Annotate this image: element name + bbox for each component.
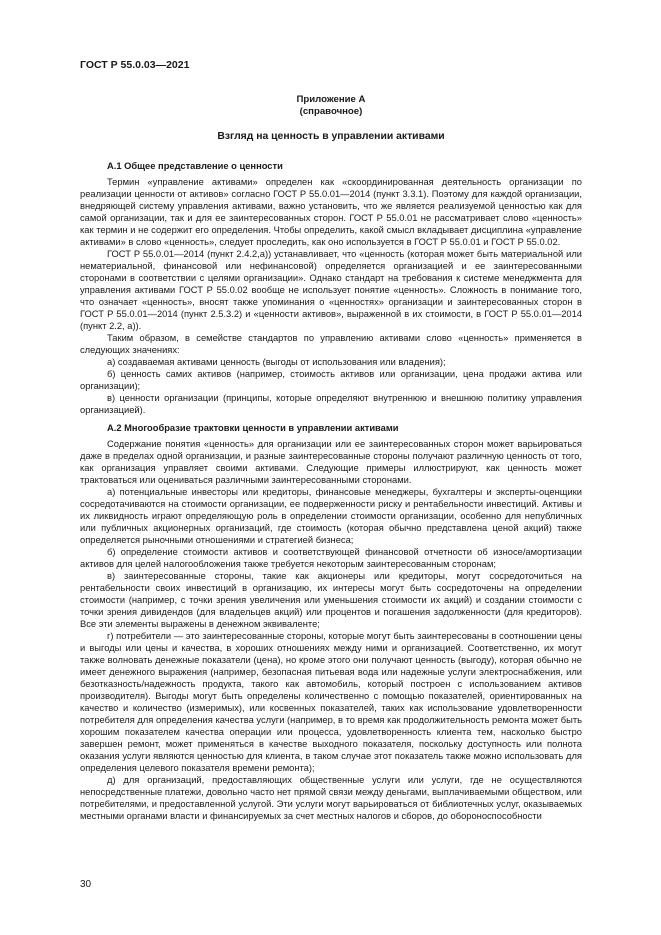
list-item: б) определение стоимости активов и соответствующей финансовой отчетности об износе/амортизации активов для целей налогообложения также требуется некоторым заинтересованным сторонам;: [80, 547, 582, 569]
section-heading-a2: А.2 Многообразие трактовки ценности в управлении активами: [107, 423, 399, 433]
list-item: в) ценности организации (принципы, которые определяют внутреннюю и внешнюю политику управления организацией).: [80, 393, 582, 415]
appendix-heading: Взгляд на ценность в управлении активами: [217, 131, 445, 142]
appendix-label: [80, 94, 582, 118]
list-item: г) потребители — это заинтересованные стороны, которые могут быть заинтересованы в соотношении цены и выгоды или цены и качества, в хороших отношениях между ними и организацией. Соответственно, их могут также волновать денежные показатели (цена), но кроме этого они получают ценность (выгоду), которая обычно не имеет денежного выражения (например, безопасная питьевая вода или надежные услуги электроснабжения, или безотказность/надежность продукта, такого как автомобиль, который построен с использованием активов производителя). Выгоды могут быть определены количественно с помощью показателей, ориентированных на качество и количество (измеримых), или косвенных показателей, таких как использование удовлетворенности потребителя для определения качества услуги (например, в то время как продолжительность ремонта может быть хорошим показателем качества операции или процесса, удовлетворенность клиента тем, насколько быстро завершен ремонт, может применяться в качестве выходного показателя, поскольку доступность или полнота оказания услуги являются ценностью для клиента, в таком случае этот показатель также можно использовать для определения целевого показателя времени ремонта);: [80, 631, 582, 773]
page-number: 30: [80, 879, 92, 890]
section-heading-a1: А.1 Общее представление о ценности: [107, 161, 283, 171]
list-item: в) заинтересованные стороны, такие как акционеры или кредиторы, могут сосредоточиться на рентабельности своих инвестиций в организацию, их интересы могут быть сосредоточены на определении стоимости (например, с точки зрения увеличения или уменьшения стоимости их акций) и создании стоимости с точки зрения дивидендов (для владельцев акций) или процентов и погашения задолженности (для кредиторов). Все эти элементы выражены в денежном эквиваленте;: [80, 571, 582, 629]
document-code-header: ГОСТ Р 55.0.03—2021: [80, 59, 190, 71]
list-item: а) создаваемая активами ценность (выгоды от использования или владения);: [107, 357, 446, 367]
appendix-kind: (справочное): [299, 106, 363, 117]
paragraph: Таким образом, в семействе стандартов по управлению активами слово «ценность» применяется в следующих значениях:: [80, 333, 582, 355]
list-item: б) ценность самих активов (например, стоимость активов или организации, цена продажи актива или организации);: [80, 369, 582, 391]
document-body: [80, 160, 582, 822]
appendix-title: Приложение А: [296, 94, 366, 105]
paragraph: Термин «управление активами» определен как «скоординированная деятельность организации по реализации ценности от активов» согласно ГОСТ Р 55.0.01—2014 (пункт 3.3.1). Поэтому для каждой организации, внедряющей систему управления активами, важно установить, что же является реализуемой ценностью как для самой организации, так и для ее заинтересованных сторон. ГОСТ Р 55.0.01 не рассматривает слово «ценность» как термин и не содержит его определения. Чтобы определить, какой смысл вкладывает дисциплина «управление активами» в слово «ценность», следует проследить, как оно используется в ГОСТ Р 55.0.01 и ГОСТ Р 55.0.02.: [80, 177, 582, 247]
paragraph: Содержание понятия «ценность» для организации или ее заинтересованных сторон может варьироваться даже в пределах одной организации, и разные заинтересованные стороны получают различную ценность от того, как организация управляет своими активами. Следующие примеры иллюстрируют, как ценность может трактоваться или оцениваться различными заинтересованными сторонами.: [80, 439, 582, 485]
list-item: а) потенциальные инвесторы или кредиторы, финансовые менеджеры, бухгалтеры и эксперты-оценщики сосредотачиваются на стоимости организации, ее подверженности риску и рентабельности инвестиций. Активы и их ликвидность играют определяющую роль в определении стоимости организации, особенно для непубличных или публичных акционерных организаций, где стоимость (которая обычно представлена ценой акций) также определяется рыночными отношениями и стратегией бизнеса;: [80, 487, 582, 545]
paragraph: ГОСТ Р 55.0.01—2014 (пункт 2.4.2,а)) устанавливает, что «ценность (которая может быть материальной или нематериальной, финансовой или нефинансовой) определяется организацией и ее заинтересованными сторонами в соответствии с целями организации». Однако стандарт на требования к системе менеджмента для управления активами ГОСТ Р 55.0.02 вообще не использует понятие «ценность». Сложность в понимание того, что означает «ценность», вносят также упоминания о «ценностях» организации и заинтересованных сторон в ГОСТ Р 55.0.01—2014 (пункт 2.5.3.2) и «ценности активов», выраженной в их стоимости, в ГОСТ Р 55.0.01—2014 (пункт 2.2, а)).: [80, 249, 582, 331]
list-item: д) для организаций, предоставляющих общественные услуги или услуги, где не осуществляются непосредственные платежи, довольно часто нет прямой связи между деньгами, выплачиваемыми обществом, или потребителями, и предоставленной услугой. Эти услуги могут варьироваться от библиотечных услуг, оказываемых местными органами власти и финансируемых за счет местных налогов и сборов, до обороноспособности: [80, 775, 582, 821]
